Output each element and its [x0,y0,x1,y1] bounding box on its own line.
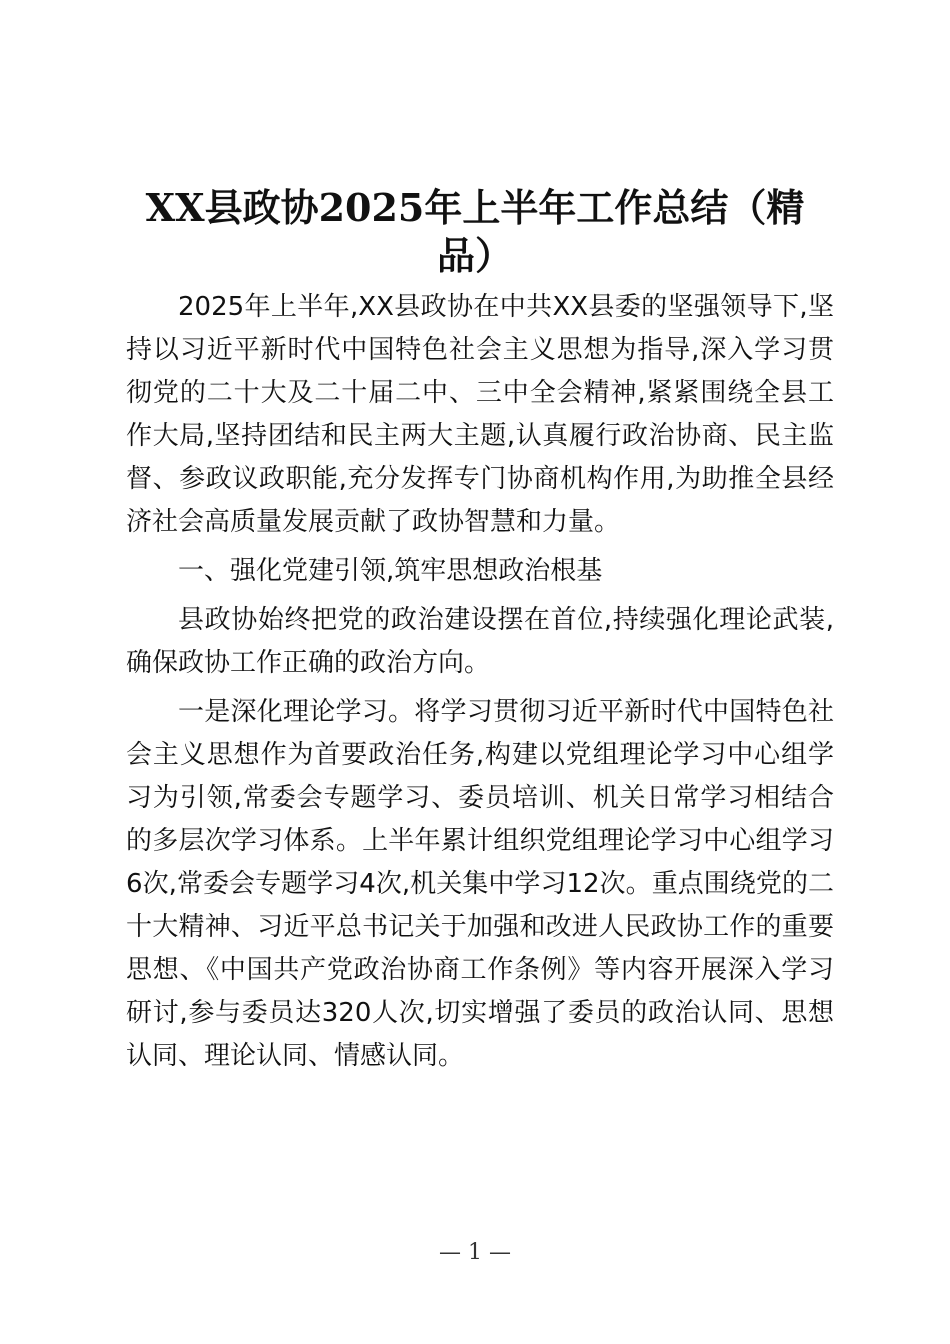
intro-paragraph: 2025年上半年,XX县政协在中共XX县委的坚强领导下,坚持以习近平新时代中国特色社会主义思想为指导,深入学习贯彻党的二十大及二十届二中、三中全会精神,紧紧围绕全县工作大局,坚持团结和民主两大主题,认真履行政治协商、民主监督、参政议政职能,充分发挥专门协商机构作用,为助推全县经济社会高质量发展贡献了政协智慧和力量。 [126,292,834,537]
document-body [126,286,834,1078]
section-intro-paragraph: 县政协始终把党的政治建设摆在首位,持续强化理论武装,确保政协工作正确的政治方向。 [126,605,834,678]
document-title: XX县政协2025年上半年工作总结（精品） [145,185,805,278]
theory-study-paragraph: 一是深化理论学习。将学习贯彻习近平新时代中国特色社会主义思想作为首要政治任务,构建以党组理论学习中心组学习为引领,常委会专题学习、委员培训、机关日常学习相结合的多层次学习体系。上半年累计组织党组理论学习中心组学习6次,常委会专题学习4次,机关集中学习12次。重点围绕党的二十大精神、习近平总书记关于加强和改进人民政协工作的重要思想、《中国共产党政治协商工作条例》等内容开展深入学习研讨,参与委员达320人次,切实增强了委员的政治认同、思想认同、理论认同、情感认同。 [126,697,834,1071]
page-number: — 1 — [439,1240,511,1265]
section-heading: 一、强化党建引领,筑牢思想政治根基 [178,556,603,586]
